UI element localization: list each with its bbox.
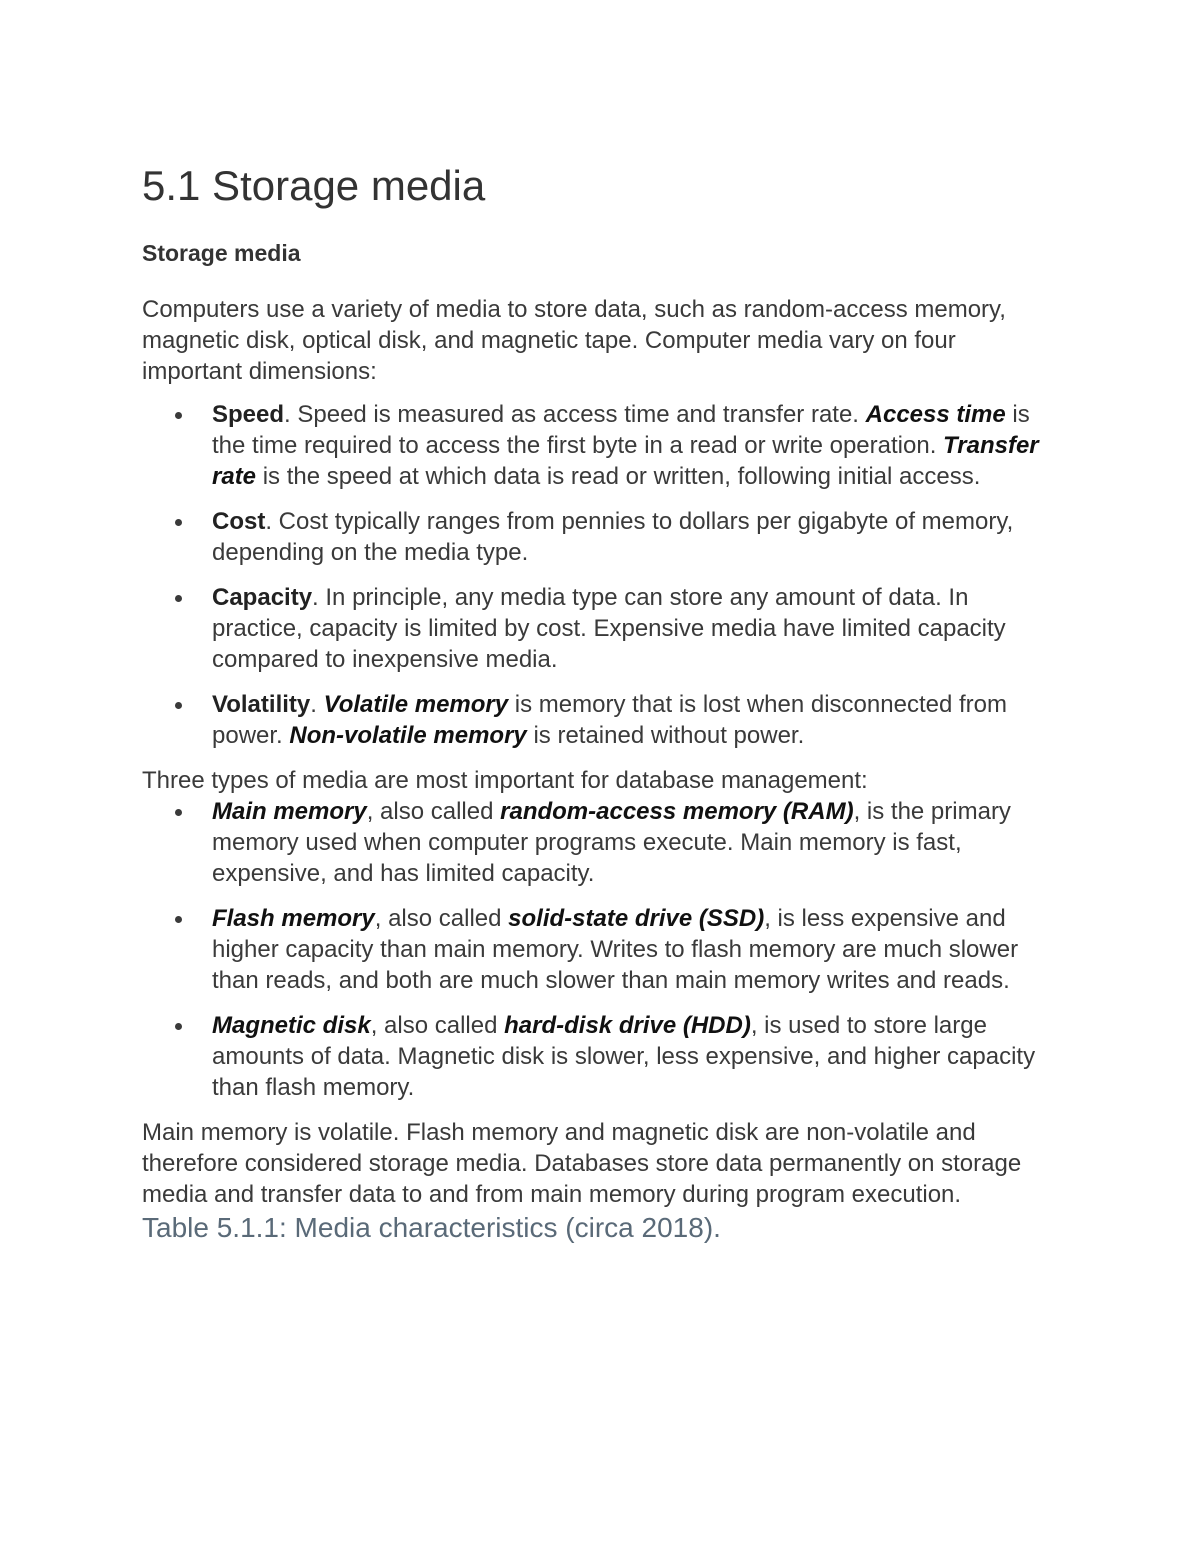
item-text: , also called [374, 905, 509, 932]
item-text: . In principle, any media type can store any amount of data. In practice, capacity is limited by cost. Expensive media have limited capacity compared to inexpensive media. [212, 584, 1006, 673]
item-text: . Cost typically ranges from pennies to dollars per gigabyte of memory, depending on the media type. [212, 508, 1014, 566]
item-text: , is less expensive and higher capacity than main memory. Writes to flash memory are much slower than reads, and both are much slower than main memory writes and reads. [212, 905, 1019, 994]
item-text: is retained without power. [526, 722, 805, 749]
bullet-icon [175, 412, 182, 419]
list-item-magnetic-disk [142, 1010, 1062, 1103]
bullet-icon [175, 595, 182, 602]
table-caption: Table 5.1.1: Media characteristics (circa 2018). [142, 1212, 721, 1243]
keyword-flash-memory: Flash memory [212, 905, 375, 932]
list-item-capacity [142, 582, 1062, 675]
term-capacity: Capacity [212, 584, 313, 611]
item-text: , also called [366, 798, 501, 825]
dimensions-list [142, 399, 1062, 751]
list-item-cost [142, 506, 1062, 568]
keyword-access-time: Access time [865, 401, 1006, 428]
keyword-transfer-rate: Transfer rate [212, 432, 1039, 490]
keyword-volatile-memory: Volatile memory [323, 691, 509, 718]
keyword-non-volatile-memory: Non-volatile memory [289, 722, 527, 749]
list-item-volatility [142, 689, 1062, 751]
intro-paragraph: Computers use a variety of media to store data, such as random-access memory, magnetic disk, optical disk, and magnetic tape. Computer media vary on four important dimensions: [142, 296, 1006, 385]
term-volatility: Volatility [212, 691, 311, 718]
item-text: is the time required to access the first byte in a read or write operation. [212, 401, 1030, 459]
keyword-ram: random-access memory (RAM) [500, 798, 854, 825]
closing-paragraph: Main memory is volatile. Flash memory and magnetic disk are non-volatile and therefore considered storage media. Databases store data permanently on storage media and transfer data to and from main memory during program execution. [142, 1119, 1022, 1208]
keyword-main-memory: Main memory [212, 798, 367, 825]
bullet-icon [175, 1023, 182, 1030]
keyword-hdd: hard-disk drive (HDD) [504, 1012, 751, 1039]
item-text: , is the primary memory used when computer programs execute. Main memory is fast, expensive, and has limited capacity. [212, 798, 1011, 887]
bullet-icon [175, 916, 182, 923]
list-item-speed [142, 399, 1062, 492]
bullet-icon [175, 702, 182, 709]
section-heading: Storage media [142, 240, 301, 266]
list-item-main-memory [142, 796, 1062, 889]
item-text: is memory that is lost when disconnected from power. [212, 691, 1007, 749]
item-text: . Speed is measured as access time and transfer rate. [284, 401, 866, 428]
types-intro: Three types of media are most important for database management: [142, 767, 868, 794]
keyword-magnetic-disk: Magnetic disk [212, 1012, 371, 1039]
term-cost: Cost [212, 508, 266, 535]
bullet-icon [175, 519, 182, 526]
document-page [142, 160, 1062, 1246]
term-speed: Speed [212, 401, 285, 428]
list-item-flash-memory [142, 903, 1062, 996]
page-title: 5.1 Storage media [142, 162, 486, 209]
item-text: , is used to store large amounts of data. Magnetic disk is slower, less expensive, and higher capacity than flash memory. [212, 1012, 1036, 1101]
keyword-ssd: solid-state drive (SSD) [508, 905, 765, 932]
bullet-icon [175, 809, 182, 816]
media-types-list [142, 796, 1062, 1103]
item-text: . [310, 691, 324, 718]
item-text: is the speed at which data is read or written, following initial access. [256, 463, 981, 490]
item-text: , also called [370, 1012, 505, 1039]
